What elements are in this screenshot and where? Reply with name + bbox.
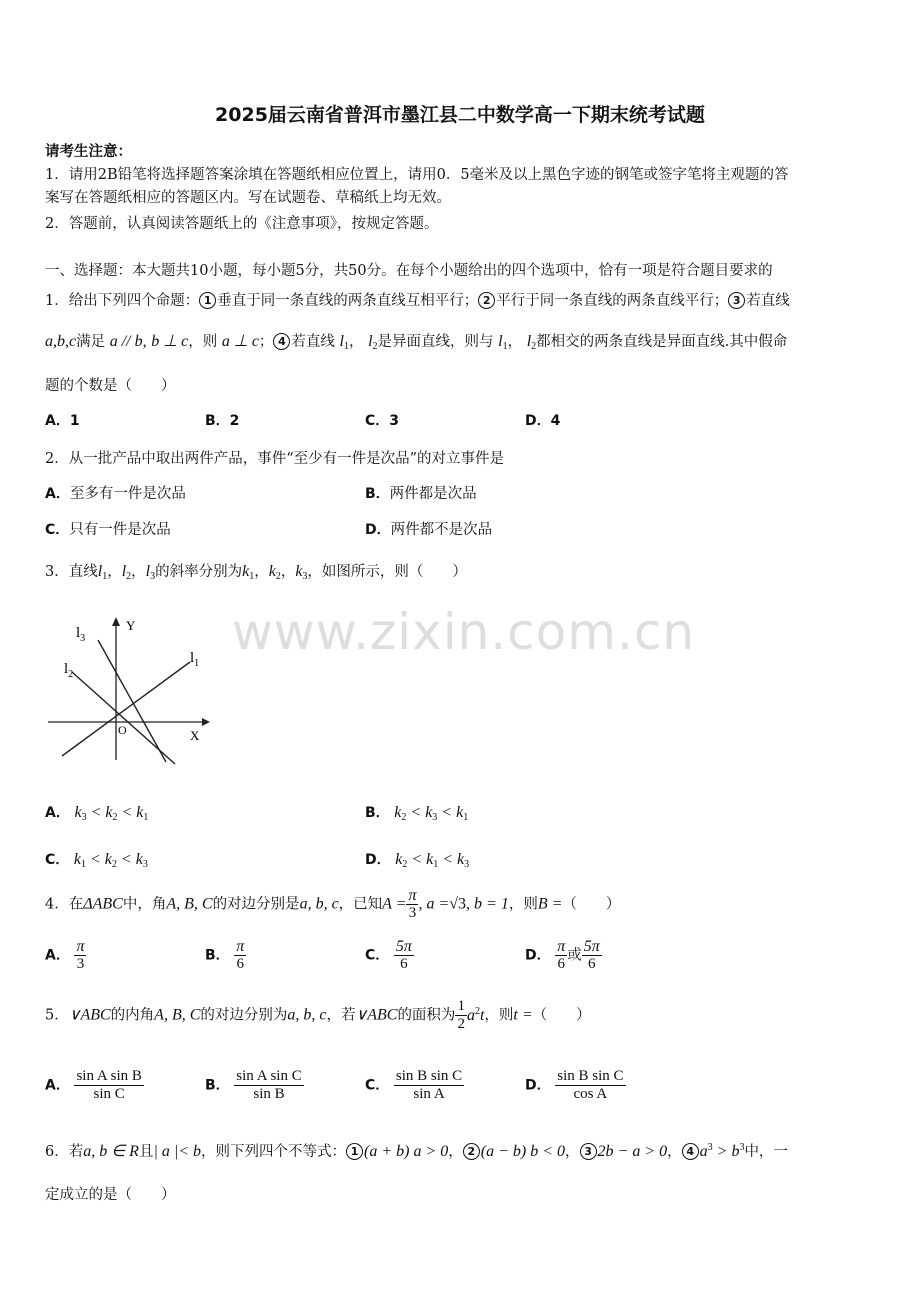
q1-cond-3: a ⊥ c [221, 333, 259, 350]
section-heading: 一、选择题：本大题共10小题，每小题5分，共50分。在每个小题给出的四个选项中，恰有一项是符合题目要求的 [45, 263, 773, 279]
circled-2-icon: 2 [463, 1143, 480, 1160]
q5-option-a[interactable]: A． $\frac{\text{sin A sin B}}{\text{sin C}}$ [45, 1068, 142, 1102]
q3-option-a[interactable]: A． $k_3 < k_2 < k_1$ [45, 804, 149, 823]
q2-option-a[interactable]: A．至多有一件是次品 [45, 486, 186, 502]
q1-prop-4: 若直线 [291, 334, 335, 350]
q4-option-c[interactable]: C． $\frac{5\pi}{6}$ [365, 938, 412, 972]
q1-option-c[interactable]: C．3 [365, 413, 400, 429]
page-title: 2025届云南省普洱市墨江县二中数学高一下期末统考试题 [215, 104, 705, 126]
q1-cond-2: b ⊥ c [151, 333, 189, 350]
notice-line-1b: 案写在答题纸相应的答题区内。写在试题卷、草稿纸上均无效。 [45, 190, 451, 206]
q1-abc: a,b,c [45, 333, 77, 350]
circled-3-icon: 3 [728, 292, 745, 309]
circled-4-icon: 4 [273, 333, 290, 350]
q1-l1-b: $l_1$ [498, 333, 508, 352]
label-l1: $l_1$ [190, 650, 200, 669]
q1-line-1 [45, 289, 790, 310]
q1-comma-b: ， [507, 334, 523, 350]
q4-option-d[interactable]: D． $\frac{\pi}{6}$ 或 $\frac{5\pi}{6}$ [525, 938, 600, 972]
q1-l1: $l_1$ [339, 333, 349, 352]
q1-option-d[interactable]: D．4 [525, 413, 561, 429]
circled-1-icon: 1 [346, 1143, 363, 1160]
circled-3-icon: 3 [580, 1143, 597, 1160]
q1-then: ，则 [188, 334, 218, 350]
q1-l2-b: $l_2$ [526, 333, 537, 352]
q2-option-d[interactable]: D．两件都不是次品 [365, 522, 493, 538]
q5-stem: 5．∨ABC的内角A, B, C的对边分别为a, b, c，若∨ABC的面积为 $\frac{1}{2}$ $a^2t$，则t =（ ） [45, 998, 591, 1032]
q3-option-b[interactable]: B． $k_2 < k_3 < k_1$ [365, 804, 469, 823]
circled-4-icon: 4 [682, 1143, 699, 1160]
q1-option-b[interactable]: B．2 [205, 413, 240, 429]
q1-satisfy: 满足 [76, 334, 106, 350]
q1-intro: 1．给出下列四个命题： [45, 293, 200, 309]
q2-stem: 2．从一批产品中取出两件产品，事件“至少有一件是次品”的对立事件是 [45, 451, 505, 467]
q6-line-2: 定成立的是（ ） [45, 1187, 176, 1203]
line-l3 [98, 640, 166, 762]
circled-1-icon: 1 [199, 292, 216, 309]
axis-x-label: X [190, 728, 200, 743]
label-l3: $l_3$ [76, 625, 86, 644]
origin-label: O [118, 723, 127, 737]
q1-l2: $l_2$ [368, 333, 378, 352]
q5-option-d[interactable]: D． $\frac{\text{sin B sin C}}{\text{cos A}}$ [525, 1068, 624, 1102]
q1-line-3: 题的个数是（ ） [45, 378, 176, 394]
q1-prop-2: 平行于同一条直线的两条直线平行； [496, 293, 729, 309]
notice-line-1a: 1．请用2B铅笔将选择题答案涂填在答题纸相应位置上，请用0．5毫米及以上黑色字迹的钢笔或签字笔将主观题的答 [45, 167, 789, 183]
q5-option-c[interactable]: C． $\frac{\text{sin B sin C}}{\text{sin A}}$ [365, 1068, 463, 1102]
q6-stem: 6．若a, b ∈ R且| a |< b，则下列四个不等式： 1 (a + b) a > 0， 2 (a − b) b < 0， 3 2b − a > 0， 4 $a^3 > b^3$中，一 [45, 1142, 788, 1160]
circled-2-icon: 2 [478, 292, 495, 309]
q1-prop-3: 若直线 [746, 293, 790, 309]
notice-heading: 请考生注意： [45, 143, 132, 160]
q3-figure [40, 610, 220, 770]
q1-prop-1: 垂直于同一条直线的两条直线互相平行； [217, 293, 479, 309]
q1-comma: ， [348, 334, 364, 350]
watermark: www.zixin.com.cn [232, 603, 696, 661]
q1-skew: 是异面直线，则与 [377, 334, 494, 350]
q1-cond-1: a // b, [109, 333, 147, 350]
q3-option-d[interactable]: D． $k_2 < k_1 < k_3$ [365, 851, 470, 870]
q3-stem: 3．直线$l_1$，$l_2$，$l_3$的斜率分别为$k_1$，$k_2$，$k_3$，如图所示，则（ ） [45, 563, 467, 582]
q4-option-b[interactable]: B． $\frac{\pi}{6}$ [205, 938, 245, 972]
label-l2: $l_2$ [64, 661, 74, 680]
q1-rest: 都相交的两条直线是异面直线.其中假命 [536, 334, 788, 350]
q2-option-b[interactable]: B．两件都是次品 [365, 486, 477, 502]
q4-option-a[interactable]: A． $\frac{\pi}{3}$ [45, 938, 85, 972]
notice-line-2: 2．答题前，认真阅读答题纸上的《注意事项》，按规定答题。 [45, 216, 439, 232]
q5-option-b[interactable]: B． $\frac{\text{sin A sin C}}{\text{sin B}}$ [205, 1068, 302, 1102]
q2-option-c[interactable]: C．只有一件是次品 [45, 522, 171, 538]
q4-stem: 4．在ΔABC中，角A, B, C的对边分别是a, b, c，已知A = $\frac{\pi}{3}$ , a =√3, b = 1，则B =（ ） [45, 887, 621, 921]
line-l1 [62, 662, 190, 756]
q1-line-2: a,b,c满足 a // b, b ⊥ c，则 a ⊥ c； 4 若直线 $l_1$， $l_2$是异面直线，则与 $l_1$， $l_2$都相交的两条直线是异面直线.其中假命 [45, 333, 788, 352]
axis-y-label: Y [126, 618, 136, 633]
q3-option-c[interactable]: C． $k_1 < k_2 < k_3$ [45, 851, 148, 870]
q1-option-a[interactable]: A．1 [45, 413, 80, 429]
